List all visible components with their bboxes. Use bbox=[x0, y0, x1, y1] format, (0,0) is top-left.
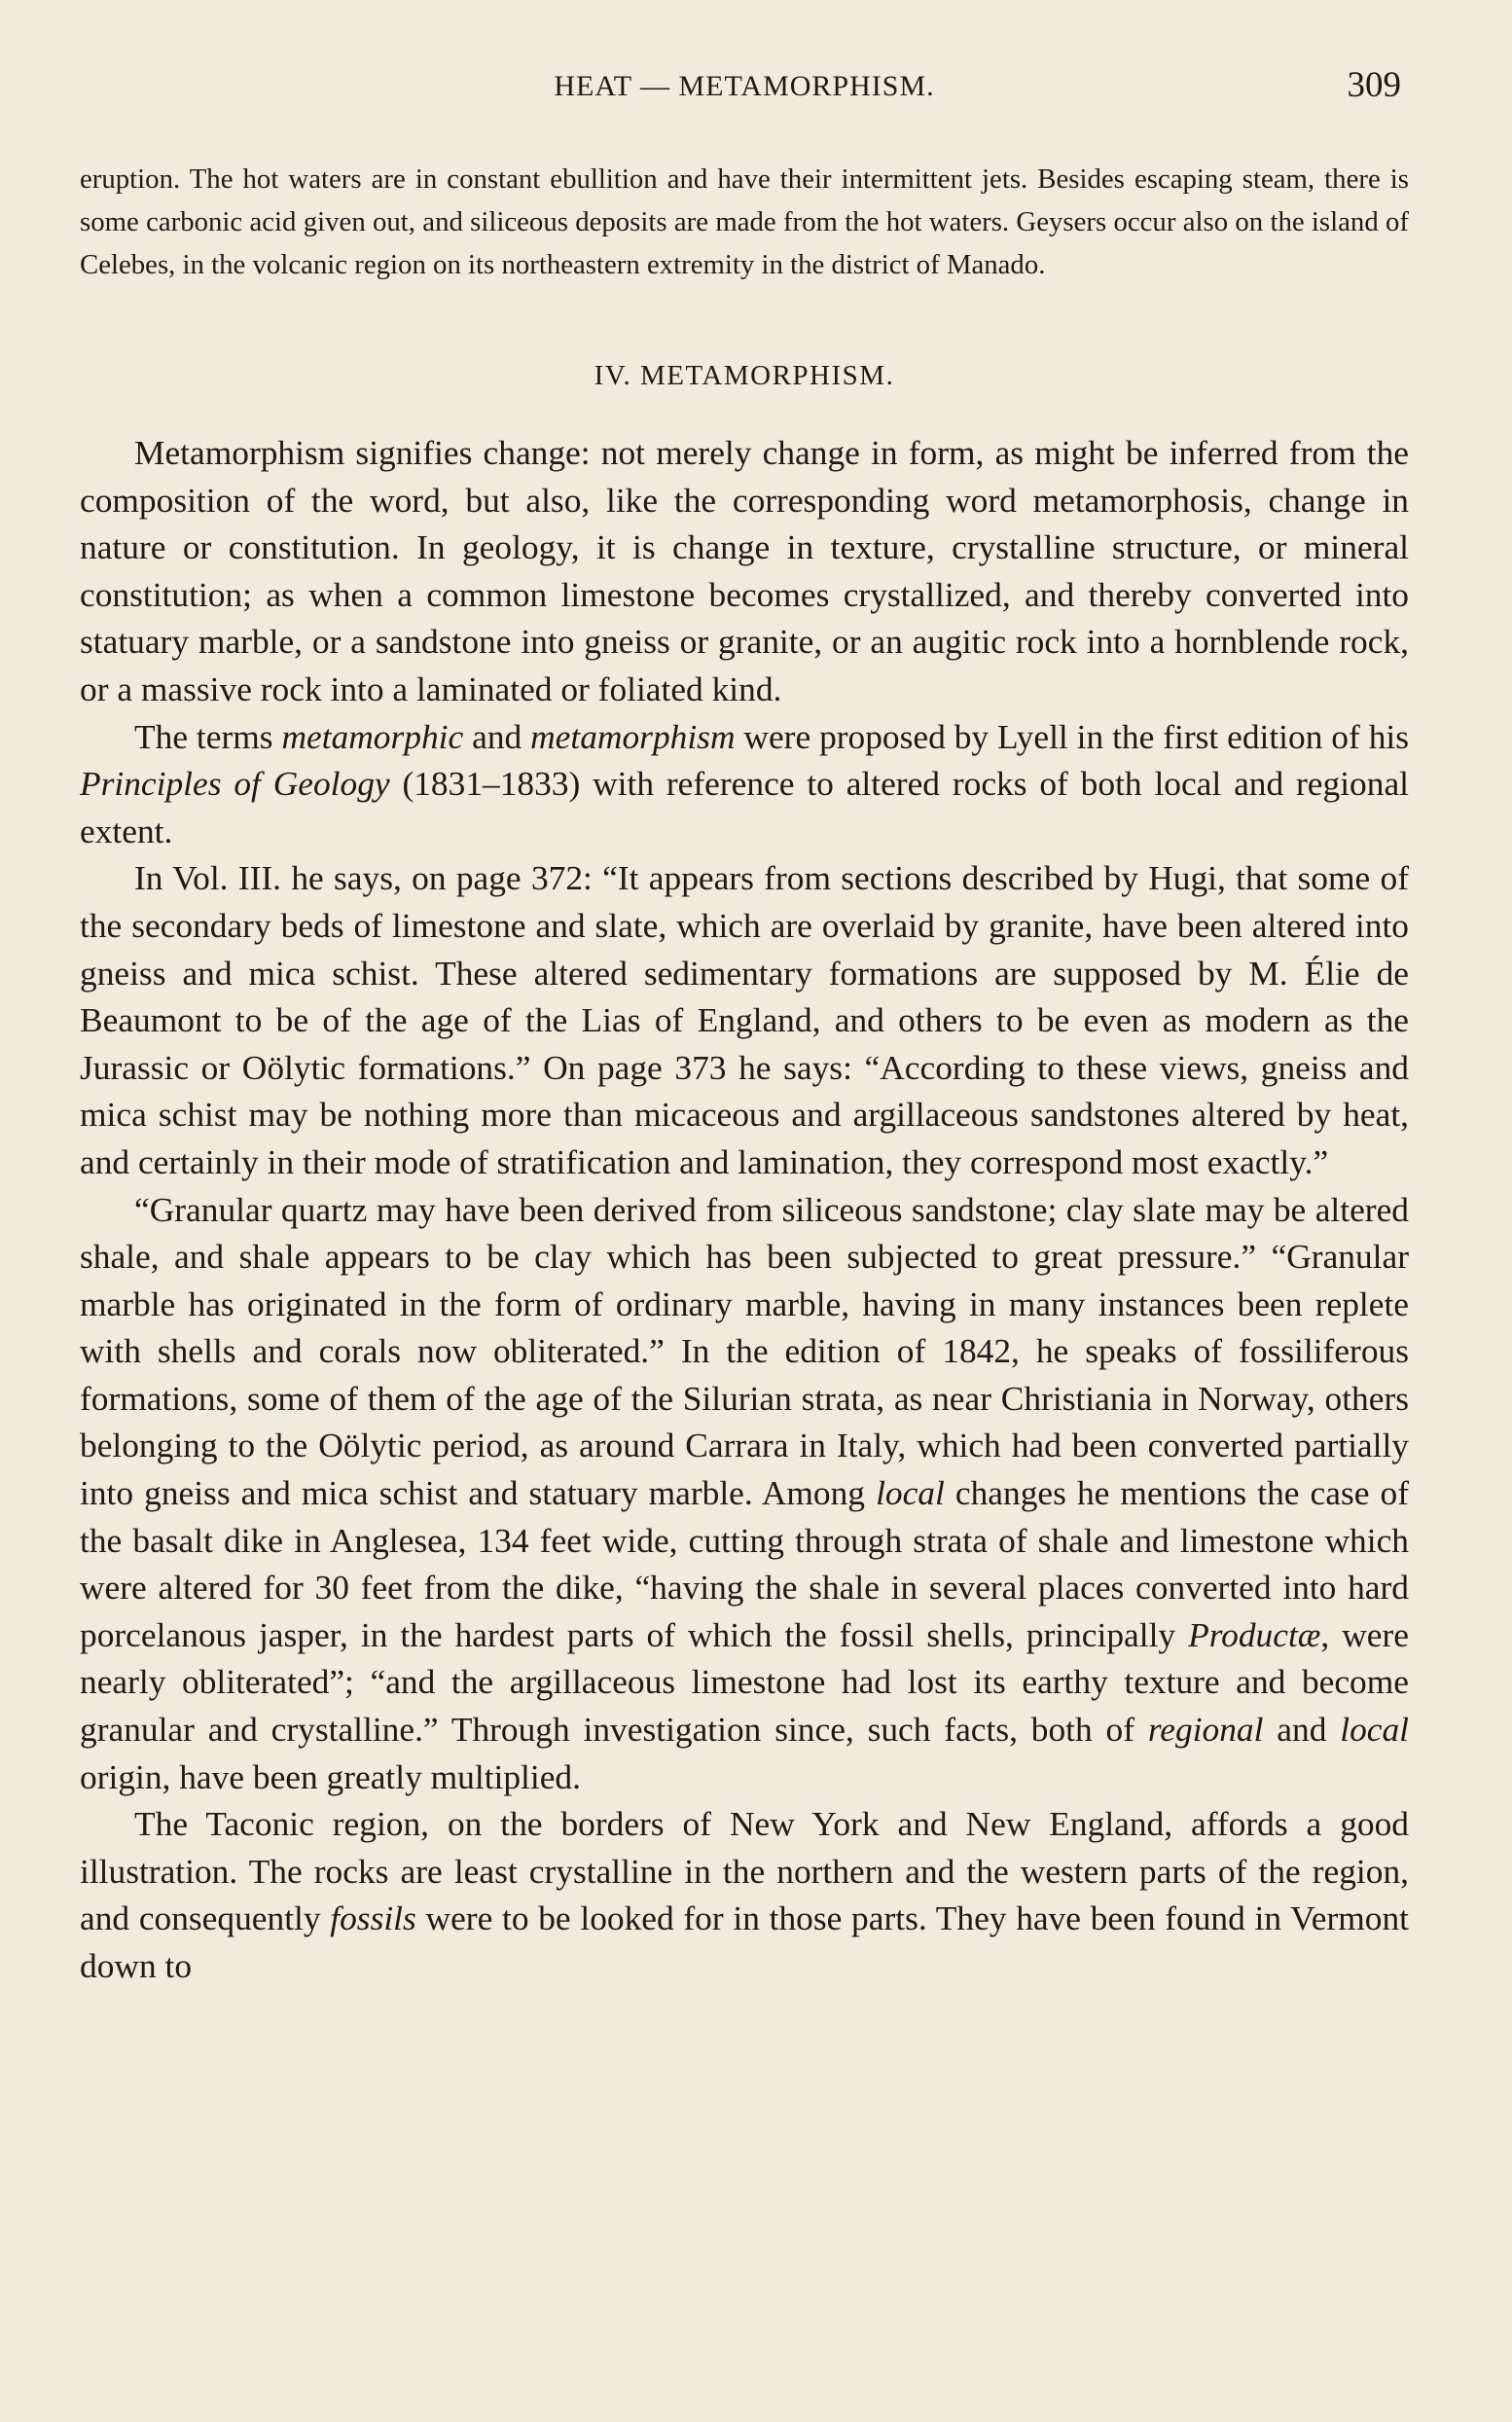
italic-term: metamorphism bbox=[530, 716, 736, 756]
text-run: The terms bbox=[134, 716, 282, 756]
text-run: and bbox=[463, 716, 531, 756]
italic-term: metamorphic bbox=[281, 716, 464, 756]
italic-term: local bbox=[1340, 1710, 1409, 1750]
intro-paragraph: eruption. The hot waters are in constant ebullition and have their intermittent jets. Besides escaping steam, there is some carbonic acid given out, and siliceous deposits are made from the hot waters. Geysers occur also on the island of Celebes, in the volcanic region on its northeastern extremity in the district of Manado. bbox=[80, 163, 1409, 280]
text-run: , were nearly obliterated”; “and the argillaceous limestone had lost its earthy texture and become granular and crystalline.” Through investigation since, such facts, both of bbox=[80, 1614, 1409, 1750]
paragraph bbox=[80, 1186, 1409, 1801]
paragraph bbox=[80, 854, 1409, 1185]
book-page bbox=[80, 60, 1409, 1990]
intro-paragraph-block bbox=[80, 158, 1409, 286]
text-run: “Granular quartz may have been derived from siliceous sandstone; clay slate may be altered shale, and shale appears to be clay which has been subjected to great pressure.” “Granular marble has originated in the form of ordinary marble, having in many instances been replete with shells and corals now obliterated.” In the edition of 1842, he speaks of fossiliferous formations, some of them of the age of the Silurian strata, as near Christiania in Norway, others belonging to the Oölytic period, as around Carrara in Italy, which had been converted partially into gneiss and mica schist and statuary marble. Among bbox=[80, 1189, 1409, 1513]
text-run: changes he mentions the case of the basalt dike in Anglesea, 134 feet wide, cutting through strata of shale and limestone which were altered for 30 feet from the dike, “having the shale in several places converted into hard porcelanous jasper, in the hardest parts of which the fossil shells, principally bbox=[80, 1473, 1409, 1654]
page-number: 309 bbox=[1347, 65, 1401, 105]
paragraph bbox=[80, 429, 1409, 713]
section-heading: IV. METAMORPHISM. bbox=[594, 360, 895, 391]
text-run: were to be looked for in those parts. They have been found in Vermont down to bbox=[80, 1898, 1410, 1985]
italic-term: Productæ bbox=[1188, 1614, 1321, 1654]
running-header bbox=[80, 60, 1409, 115]
italic-term: Principles of Geology bbox=[80, 764, 390, 804]
text-run: were proposed by Lyell in the first edition of his bbox=[735, 716, 1409, 756]
text-run: In Vol. III. he says, on page 372: “It appears from sections described by Hugi, that some of the secondary beds of limestone and slate, which are overlaid by granite, have been altered into gneiss and mica schist. These altered sedimentary formations are supposed by M. Élie de Beaumont to be of the age of the Lias of England, and others to be even as modern as the Jurassic or Oölytic formations.” On page 373 he says: “According to these views, gneiss and mica schist may be nothing more than micaceous and argillaceous sandstones altered by heat, and certainly in their mode of stratification and lamination, they correspond most exactly.” bbox=[80, 858, 1409, 1181]
text-run: Metamorphism signifies change: not merely change in form, as might be inferred from the composition of the word, but also, like the corresponding word metamorphosis, change in nature or constitution. In geology, it is change in texture, crystalline structure, or mineral constitution; as when a common limestone becomes crystallized, and thereby converted into statuary marble, or a sandstone into gneiss or granite, or an augitic rock into a hornblende rock, or a massive rock into a laminated or foliated kind. bbox=[80, 433, 1409, 708]
italic-term: fossils bbox=[330, 1898, 416, 1938]
text-run: origin, have been greatly multiplied. bbox=[80, 1756, 581, 1796]
italic-term: regional bbox=[1147, 1710, 1264, 1750]
body-text bbox=[80, 429, 1409, 1990]
paragraph bbox=[80, 713, 1409, 855]
text-run: (1831–1833) with reference to altered rocks of both local and regional extent. bbox=[80, 764, 1409, 850]
running-title: HEAT — METAMORPHISM. bbox=[554, 70, 935, 102]
italic-term: local bbox=[876, 1473, 945, 1513]
text-run: and bbox=[1263, 1710, 1341, 1750]
text-run: The Taconic region, on the borders of New York and New England, affords a good illustration. The rocks are least crystalline in the northern and the western parts of the region, and consequently bbox=[80, 1804, 1409, 1938]
paragraph bbox=[80, 1800, 1409, 1989]
